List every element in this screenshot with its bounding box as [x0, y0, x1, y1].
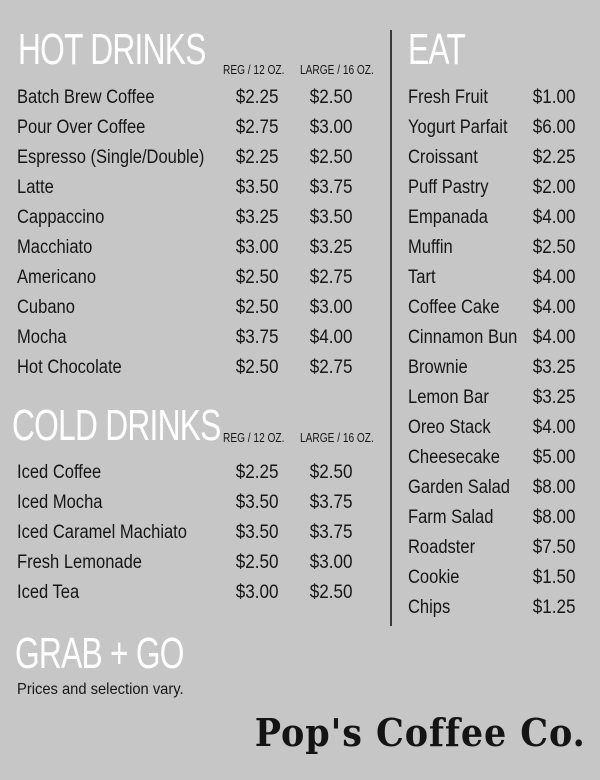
- item-name: Cubano: [17, 297, 75, 318]
- item-name: Latte: [17, 177, 54, 198]
- item-price-reg: $3.25: [236, 207, 279, 228]
- menu-row: [17, 353, 377, 383]
- item-price-large: $3.00: [310, 117, 353, 138]
- item-price-large: $2.50: [310, 87, 353, 108]
- menu-row: [408, 593, 576, 623]
- item-price-large: $3.75: [310, 492, 353, 513]
- item-price-reg: $2.25: [236, 87, 279, 108]
- menu-row: [408, 503, 576, 533]
- item-name: Iced Tea: [17, 582, 80, 603]
- item-name: Pour Over Coffee: [17, 117, 146, 138]
- item-name: Chips: [408, 597, 451, 618]
- item-price: $4.00: [533, 267, 576, 288]
- item-name: Garden Salad: [408, 477, 511, 498]
- menu-row: [17, 143, 377, 173]
- item-price: $4.00: [533, 417, 576, 438]
- item-price: $5.00: [533, 447, 576, 468]
- menu-row: [17, 548, 377, 578]
- menu-row: [408, 113, 576, 143]
- item-price-large: $3.25: [310, 237, 353, 258]
- item-price-large: $2.75: [310, 357, 353, 378]
- item-price: $1.00: [533, 87, 576, 108]
- item-price-large: $3.50: [310, 207, 353, 228]
- item-price: $1.25: [533, 597, 576, 618]
- item-price-reg: $2.50: [236, 552, 279, 573]
- grab-go-note: Prices and selection vary.: [17, 681, 184, 698]
- item-price: $4.00: [533, 297, 576, 318]
- grab-go-heading: GRAB + GO: [15, 629, 184, 678]
- item-name: Puff Pastry: [408, 177, 489, 198]
- item-price-large: $2.75: [310, 267, 353, 288]
- item-price-reg: $3.50: [236, 177, 279, 198]
- item-name: Brownie: [408, 357, 468, 378]
- menu-row: [17, 113, 377, 143]
- item-price-large: $2.50: [310, 147, 353, 168]
- menu-row: [408, 173, 576, 203]
- item-price-large: $3.00: [310, 297, 353, 318]
- item-price-reg: $2.25: [236, 462, 279, 483]
- item-name: Espresso (Single/Double): [17, 147, 205, 168]
- menu-row: [408, 563, 576, 593]
- item-name: Cappaccino: [17, 207, 105, 228]
- cold-col-reg-header: REG / 12 OZ.: [223, 430, 285, 445]
- menu-row: [408, 83, 576, 113]
- hot-drinks-list: [17, 83, 377, 383]
- menu-row: [17, 578, 377, 608]
- item-name: Tart: [408, 267, 436, 288]
- item-price-reg: $3.50: [236, 492, 279, 513]
- item-name: Fresh Lemonade: [17, 552, 142, 573]
- item-price-large: $3.75: [310, 522, 353, 543]
- item-price-reg: $2.75: [236, 117, 279, 138]
- menu-row: [408, 443, 576, 473]
- item-price: $2.00: [533, 177, 576, 198]
- item-price: $2.50: [533, 237, 576, 258]
- item-name: Farm Salad: [408, 507, 494, 528]
- item-name: Fresh Fruit: [408, 87, 488, 108]
- menu-row: [408, 293, 576, 323]
- menu-row: [408, 143, 576, 173]
- cold-col-large-header: LARGE / 16 OZ.: [300, 430, 374, 445]
- item-name: Coffee Cake: [408, 297, 500, 318]
- menu-row: [408, 203, 576, 233]
- item-price: $6.00: [533, 117, 576, 138]
- cold-drinks-heading: COLD DRINKS: [12, 401, 221, 450]
- item-price-large: $3.00: [310, 552, 353, 573]
- menu-row: [17, 203, 377, 233]
- item-price-reg: $2.25: [236, 147, 279, 168]
- item-name: Iced Caramel Machiato: [17, 522, 187, 543]
- item-name: Cheesecake: [408, 447, 500, 468]
- item-name: Americano: [17, 267, 97, 288]
- item-price-large: $2.50: [310, 582, 353, 603]
- menu-row: [408, 473, 576, 503]
- hot-col-large-header: LARGE / 16 OZ.: [300, 62, 374, 77]
- item-price: $7.50: [533, 537, 576, 558]
- menu-row: [408, 383, 576, 413]
- menu-row: [408, 233, 576, 263]
- menu-row: [17, 323, 377, 353]
- menu-row: [17, 233, 377, 263]
- item-price: $3.25: [533, 357, 576, 378]
- item-price-large: $3.75: [310, 177, 353, 198]
- item-name: Cinnamon Bun: [408, 327, 518, 348]
- menu-row: [408, 533, 576, 563]
- item-price-reg: $2.50: [236, 297, 279, 318]
- item-price-reg: $2.50: [236, 267, 279, 288]
- item-name: Lemon Bar: [408, 387, 489, 408]
- item-price: $2.25: [533, 147, 576, 168]
- menu-row: [408, 263, 576, 293]
- item-price-large: $2.50: [310, 462, 353, 483]
- item-price: $8.00: [533, 507, 576, 528]
- item-price: $8.00: [533, 477, 576, 498]
- item-price: $1.50: [533, 567, 576, 588]
- menu-row: [408, 413, 576, 443]
- menu-row: [17, 293, 377, 323]
- menu-row: [17, 518, 377, 548]
- item-name: Muffin: [408, 237, 453, 258]
- hot-col-reg-header: REG / 12 OZ.: [223, 62, 285, 77]
- menu-row: [17, 488, 377, 518]
- item-price-reg: $3.00: [236, 582, 279, 603]
- item-price: $4.00: [533, 207, 576, 228]
- brand-logo-text: Pop's Coffee Co.: [255, 710, 586, 755]
- eat-list: [408, 83, 576, 623]
- item-name: Roadster: [408, 537, 476, 558]
- item-name: Iced Coffee: [17, 462, 102, 483]
- item-name: Mocha: [17, 327, 67, 348]
- item-price-reg: $3.75: [236, 327, 279, 348]
- menu-row: [408, 353, 576, 383]
- item-name: Batch Brew Coffee: [17, 87, 155, 108]
- item-price-large: $4.00: [310, 327, 353, 348]
- cold-drinks-list: [17, 458, 377, 608]
- menu-row: [408, 323, 576, 353]
- item-name: Oreo Stack: [408, 417, 491, 438]
- hot-drinks-heading: HOT DRINKS: [18, 25, 206, 74]
- item-price-reg: $3.50: [236, 522, 279, 543]
- item-name: Hot Chocolate: [17, 357, 122, 378]
- menu-row: [17, 83, 377, 113]
- menu-row: [17, 263, 377, 293]
- item-price-reg: $3.00: [236, 237, 279, 258]
- item-name: Empanada: [408, 207, 488, 228]
- menu-row: [17, 458, 377, 488]
- item-name: Macchiato: [17, 237, 93, 258]
- item-price: $4.00: [533, 327, 576, 348]
- item-name: Yogurt Parfait: [408, 117, 508, 138]
- column-divider: [390, 30, 392, 626]
- eat-heading: EAT: [408, 25, 466, 74]
- item-price: $3.25: [533, 387, 576, 408]
- item-name: Croissant: [408, 147, 478, 168]
- item-name: Iced Mocha: [17, 492, 103, 513]
- item-name: Cookie: [408, 567, 460, 588]
- menu-row: [17, 173, 377, 203]
- item-price-reg: $2.50: [236, 357, 279, 378]
